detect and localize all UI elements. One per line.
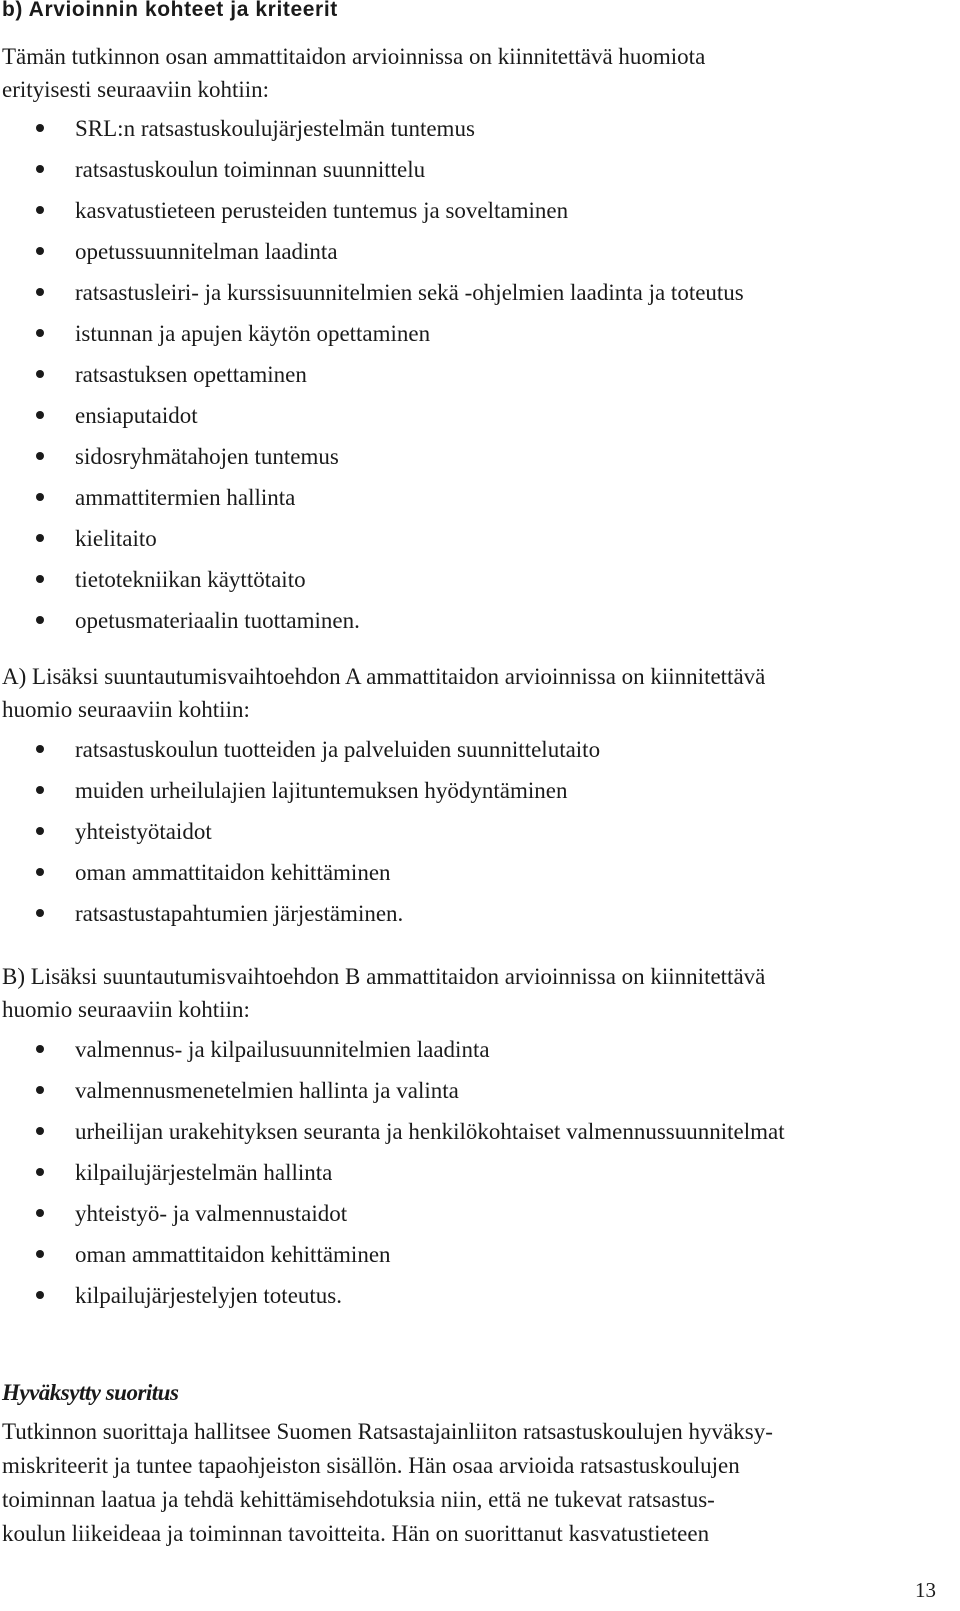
bullet-icon (36, 1168, 44, 1176)
accepted-line: miskriteerit ja tuntee tapaohjeiston sisällön. Hän osaa arvioida ratsastuskoulujen (2, 1453, 740, 1478)
bullet-icon (36, 1086, 44, 1094)
bullet-icon (36, 827, 44, 835)
bullet-icon (36, 786, 44, 794)
bullet-icon (36, 616, 44, 624)
criteria-list (0, 108, 744, 641)
option-a-line: huomio seuraaviin kohtiin: (2, 697, 250, 722)
list-item: oman ammattitaidon kehittäminen (0, 1234, 785, 1275)
list-item: tietotekniikan käyttötaito (0, 559, 744, 600)
list-item: kasvatustieteen perusteiden tuntemus ja soveltaminen (0, 190, 744, 231)
bullet-icon (36, 534, 44, 542)
option-a-paragraph (2, 660, 765, 726)
bullet-icon (36, 452, 44, 460)
option-a-list (0, 729, 600, 934)
list-item: ratsastuskoulun tuotteiden ja palveluiden suunnittelutaito (0, 729, 600, 770)
bullet-icon (36, 575, 44, 583)
list-item: ratsastuksen opettaminen (0, 354, 744, 395)
list-item: valmennusmenetelmien hallinta ja valinta (0, 1070, 785, 1111)
bullet-icon (36, 1127, 44, 1135)
bullet-icon (36, 411, 44, 419)
bullet-icon (36, 1250, 44, 1258)
list-item: kilpailujärjestelmän hallinta (0, 1152, 785, 1193)
bullet-icon (36, 1291, 44, 1299)
bullet-icon (36, 1045, 44, 1053)
bullet-icon (36, 206, 44, 214)
list-item: SRL:n ratsastuskoulujärjestelmän tuntemus (0, 108, 744, 149)
option-b-list (0, 1029, 785, 1316)
list-item: istunnan ja apujen käytön opettaminen (0, 313, 744, 354)
list-item: ensiaputaidot (0, 395, 744, 436)
list-item: ratsastustapahtumien järjestäminen. (0, 893, 600, 934)
accepted-line: toiminnan laatua ja tehdä kehittämisehdotuksia niin, että ne tukevat ratsastus- (2, 1487, 715, 1512)
bullet-icon (36, 493, 44, 501)
bullet-icon (36, 124, 44, 132)
list-item: yhteistyö- ja valmennustaidot (0, 1193, 785, 1234)
list-item: urheilijan urakehityksen seuranta ja henkilökohtaiset valmennussuunnitelmat (0, 1111, 785, 1152)
list-item: sidosryhmätahojen tuntemus (0, 436, 744, 477)
bullet-icon (36, 909, 44, 917)
list-item: ammattitermien hallinta (0, 477, 744, 518)
list-item: kielitaito (0, 518, 744, 559)
accepted-paragraph (2, 1415, 932, 1551)
option-b-line: huomio seuraaviin kohtiin: (2, 997, 250, 1022)
bullet-icon (36, 247, 44, 255)
intro-line: Tämän tutkinnon osan ammattitaidon arvioinnissa on kiinnitettävä huomiota (2, 44, 706, 69)
bullet-icon (36, 288, 44, 296)
list-item: oman ammattitaidon kehittäminen (0, 852, 600, 893)
bullet-icon (36, 1209, 44, 1217)
bullet-icon (36, 745, 44, 753)
bullet-icon (36, 165, 44, 173)
list-item: muiden urheilulajien lajituntemuksen hyödyntäminen (0, 770, 600, 811)
bullet-icon (36, 868, 44, 876)
accepted-line: Tutkinnon suorittaja hallitsee Suomen Ratsastajainliiton ratsastuskoulujen hyväksy- (2, 1419, 773, 1444)
option-a-line: A) Lisäksi suuntautumisvaihtoehdon A ammattitaidon arvioinnissa on kiinnitettävä (2, 664, 766, 689)
list-item: kilpailujärjestelyjen toteutus. (0, 1275, 785, 1316)
option-b-line: B) Lisäksi suuntautumisvaihtoehdon B ammattitaidon arvioinnissa on kiinnitettävä (2, 964, 766, 989)
intro-paragraph (2, 40, 705, 106)
page-number: 13 (915, 1578, 936, 1602)
accepted-line: koulun liikeideaa ja toiminnan tavoitteita. Hän on suorittanut kasvatustieteen (2, 1521, 710, 1546)
accepted-title: Hyväksytty suoritus (2, 1380, 179, 1405)
list-item: valmennus- ja kilpailusuunnitelmien laadinta (0, 1029, 785, 1070)
bullet-icon (36, 370, 44, 378)
list-item: yhteistyötaidot (0, 811, 600, 852)
list-item: opetussuunnitelman laadinta (0, 231, 744, 272)
list-item: opetusmateriaalin tuottaminen. (0, 600, 744, 641)
list-item: ratsastuskoulun toiminnan suunnittelu (0, 149, 744, 190)
section-heading: b) Arvioinnin kohteet ja kriteerit (2, 0, 338, 21)
intro-line: erityisesti seuraaviin kohtiin: (2, 77, 270, 102)
bullet-icon (36, 329, 44, 337)
option-b-paragraph (2, 960, 765, 1026)
list-item: ratsastusleiri- ja kurssisuunnitelmien sekä -ohjelmien laadinta ja toteutus (0, 272, 744, 313)
